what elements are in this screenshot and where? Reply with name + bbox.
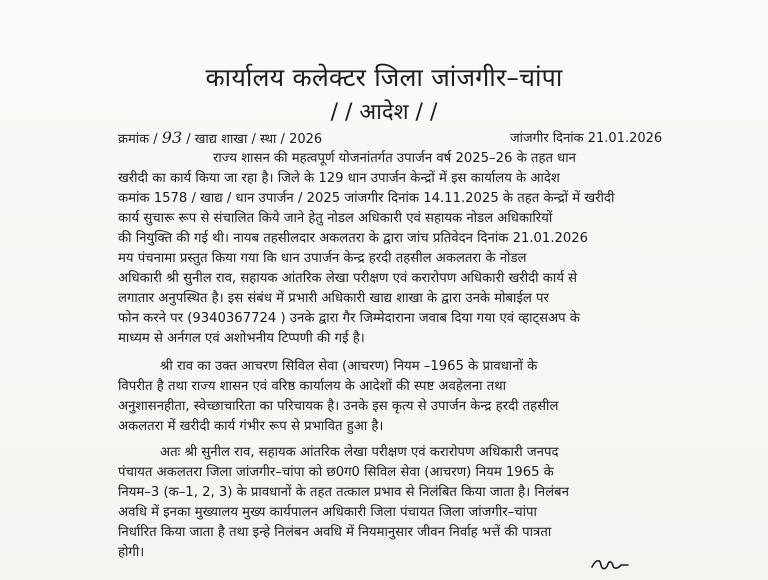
reference-suffix: / खाद्य शाखा / स्था / 2026 [186,132,323,147]
body-line: लगातार अनुपस्थित है। इस संबंध में प्रभारी अधिकारी खाद्य शाखा के द्वारा उनके मोबाईल पर [118,291,549,306]
body-line: विपरीत है तथा राज्य शासन एवं वरिष्ठ कार्यालय के आदेशों की स्पष्ट अवहेलना तथा [118,379,507,394]
body-line: खरीदी का कार्य किया जा रहा है। जिले के 129 धान उपार्जन केन्द्रों में इस कार्यालय के आदेश [118,171,560,186]
body-line: कमांक 1578 / खाद्य / धान उपार्जन / 2025 जांजगीर दिनांक 14.11.2025 के तहत केन्द्रों में खरीदी [118,191,615,206]
body-line: अवधि में इनका मुख्यालय मुख्य कार्यपालन अधिकारी जिला पंचायत जिला जांजगीर–चांपा [118,505,537,520]
body-line: पंचायत अकलतरा जिला जांजगीर–चांपा को छ0ग0 सिविल सेवा (आचरण) नियम 1965 के [118,465,554,480]
place-date: जांजगीर दिनांक 21.01.2026 [510,131,663,146]
body-line: की नियुक्ति की गई थी। नायब तहसीलदार अकलतरा के द्वारा जांच प्रतिवेदन दिनांक 21.01.2026 [118,231,589,246]
body-line: फोन करने पर (9340367724 ) उनके द्वारा गैर जिम्मेदाराना जवाब दिया गया एवं व्हाट्सअप के [118,311,580,326]
body-line: होगी। [118,545,145,560]
body-line: निर्धारित किया जाता है तथा इन्हे निलंबन अवधि में नियमानुसार जीवन निर्वाह भत्तें की पात्रता [118,525,552,540]
signature-mark [590,555,630,573]
order-title: / / आदेश / / [330,100,438,125]
reference-prefix: क्रमांक / [118,132,158,147]
body-line: अधिकारी श्री सुनील राव, सहायक आंतरिक लेखा परीक्षण एवं करारोपण अधिकारी खरीदी कार्य से [118,271,578,286]
body-line: नियम–3 (क–1, 2, 3) के प्रावधानों के तहत तत्काल प्रभाव से निलंबित किया जाता है। निलंबन [118,485,569,500]
body-line: अकलतरा में खरीदी कार्य गंभीर रूप से प्रभावित हुआ है। [118,419,384,434]
body-line: कार्य सुचारू रूप से संचालित किये जाने हेतु नोडल अधिकारी एवं सहायक नोडल अधिकारियों [118,211,553,226]
body-line: राज्य शासन की महत्वपूर्ण योजनांतर्गत उपार्जन वर्ष 2025–26 के तहत धान [213,151,576,166]
body-line: अतः श्री सुनील राव, सहायक आंतरिक लेखा परीक्षण एवं करारोपण अधिकारी जनपद [160,445,559,460]
handwritten-number: 93 [161,128,183,147]
body-line: अनुशासनहीता, स्वेच्छाचारिता का परिचायक है। उनके इस कृत्य से उपार्जन केन्द्र हरदी तहसील [118,399,559,414]
body-line: श्री राव का उक्त आचरण सिविल सेवा (आचरण) नियम –1965 के प्रावधानों के [160,359,538,374]
reference-number [118,128,322,147]
body-line: माध्यम से अर्नगल एवं अशोभनीय टिप्पणी की गई है। [118,331,365,346]
body-line: मय पंचनामा प्रस्तुत किया गया कि धान उपार्जन केन्द्र हरदी तहसील अकलतरा के नोडल [118,251,527,266]
office-title: कार्यालय कलेक्टर जिला जांजगीर–चांपा [205,63,563,92]
